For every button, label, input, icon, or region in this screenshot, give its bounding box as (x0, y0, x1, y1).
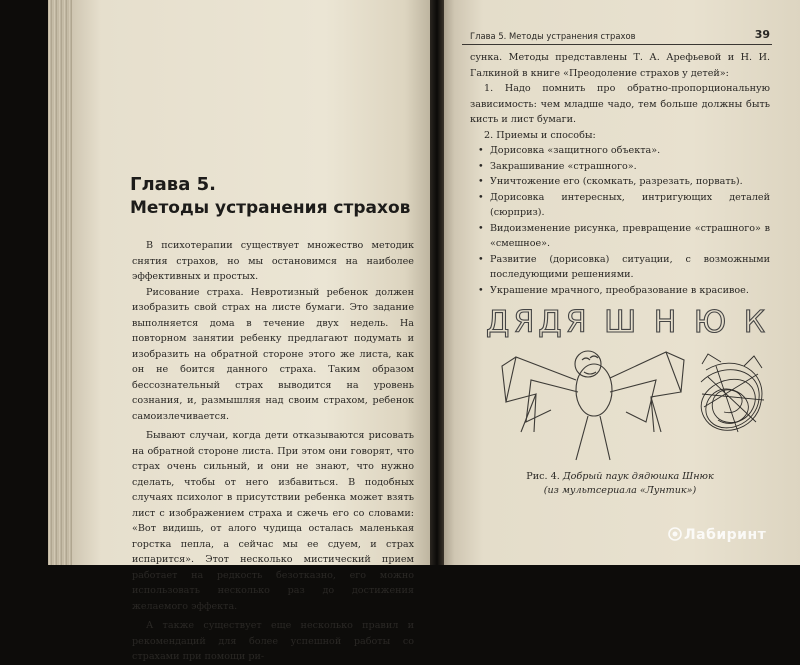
list-item: • Развитие (дорисовка) ситуации, с возможными последующими решениями. (470, 252, 770, 283)
list-item: • Закрашивание «страшного». (470, 159, 770, 175)
right-body-text (470, 50, 770, 298)
caption-title: Добрый паук дядюшка Шнюк (562, 471, 714, 482)
child-drawing-figure (476, 282, 772, 472)
drawing-caption-text: ДЯДЯ Ш Н Ю К (486, 305, 770, 340)
list-item: • Дорисовка «защитного объекта». (470, 143, 770, 159)
technique-list (470, 143, 770, 298)
list-item: • Украшение мрачного, преобразование в красивое. (470, 283, 770, 299)
page-edge (48, 0, 74, 565)
figure-caption (470, 470, 770, 498)
caption-source: (из мультсериала «Лунтик») (543, 485, 697, 496)
paragraph: В психотерапии существует множество методик снятия страхов, но мы остановимся на наиболее эффективных и простых. (132, 240, 414, 282)
running-header (462, 28, 772, 45)
chapter-title: Методы устранения страхов (130, 198, 411, 218)
list-item: 2. Приемы и способы: (484, 129, 596, 141)
book-gutter (430, 0, 444, 565)
left-body-text (132, 238, 414, 665)
scribble-ball-icon (701, 354, 764, 432)
list-item: • Уничтожение его (скомкать, разрезать, порвать). (470, 174, 770, 190)
page-number: 39 (754, 28, 770, 41)
spider-sketch-icon (502, 351, 684, 460)
paragraph: сунка. Методы представлены Т. А. Арефьевой и Н. И. Галкиной в книге «Преодоление страхов у детей»: (470, 52, 770, 79)
list-item: 1. Надо помнить про обратно-пропорциональную зависимость: чем младше чадо, тем больше должны быть кисть и лист бумаги. (470, 83, 770, 125)
labyrinth-logo-icon (668, 527, 682, 541)
site-watermark (668, 527, 766, 543)
list-item: • Видоизменение рисунка, превращение «страшного» в «смешное». (470, 221, 770, 252)
list-item: • Дорисовка интересных, интригующих деталей (сюрприз). (470, 190, 770, 221)
paragraph: Рисование страха. Невротизный ребенок должен изобразить свой страх на листе бумаги. Это задание выполняется дома в течение двух недель. На повторном занятии ребенку предлагают подумать и изобразить на обратной стороне этого же листа, как он не боится данного страха. Таким образом бессознательный страх выводится на уровень сознания, и, размышляя над своим страхом, ребенок самоизлечивается. (132, 286, 414, 422)
chapter-number: Глава 5. (130, 174, 216, 195)
caption-label: Рис. 4. (526, 471, 560, 482)
running-title: Глава 5. Методы устранения страхов (470, 31, 636, 41)
watermark-text: Лабиринт (684, 527, 767, 543)
paragraph: А также существует еще несколько правил и рекомендаций для более успешной работы со страхами при помощи ри- (132, 620, 414, 662)
paragraph: Бывают случаи, когда дети отказываются рисовать на обратной стороне листа. При этом они говорят, что страх очень сильный, и они не знают, что нужно сделать, чтобы от него избавиться. В подобных случаях психолог в присутствии ребенка может взять лист с изображением страха и сжечь его со словами: «Вот видишь, от алого чудища осталась маленькая горстка пепла, а сейчас мы ее сдуем, и страх испарится». Этот несколько мистический прием работает на редкость безотказно, его можно использовать несколько раз до достижения желаемого эффекта. (132, 430, 414, 612)
